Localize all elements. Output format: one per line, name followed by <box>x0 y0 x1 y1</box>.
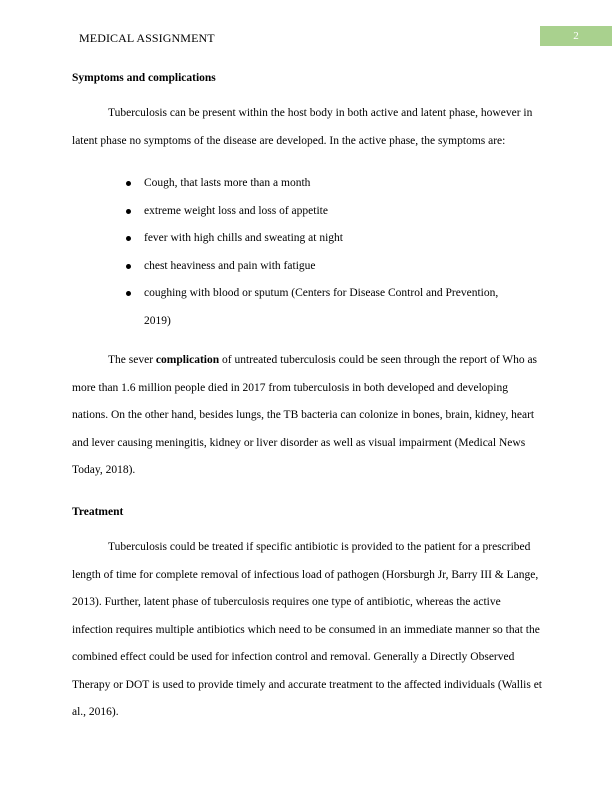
bullet-icon <box>126 236 131 241</box>
intro-text: Tuberculosis can be present within the host body in both active and latent phase, however in latent phase no symptoms of the disease are developed. In the active phase, the symptoms are: <box>72 107 533 147</box>
list-item-text: chest heaviness and pain with fatigue <box>144 259 316 272</box>
list-item <box>126 253 526 281</box>
list-item-text: extreme weight loss and loss of appetite <box>144 204 328 217</box>
complication-term: complication <box>155 354 220 366</box>
treatment-text: Tuberculosis could be treated if specific antibiotic is provided to the patient for a prescribed length of time for complete removal of infectious load of pathogen (Horsburgh Jr, Barry III & Lange, 2013). Further, latent phase of tuberculosis requires one type of antibiotic, whereas the active infection requires multiple antibiotics which need to be consumed in an immediate manner so that the combined effect could be used for infection control and removal. Generally a Directly Observed Therapy or DOT is used to provide timely and accurate treatment to the affected individuals (Wallis et al., 2016). <box>72 541 542 718</box>
complication-text-post: of untreated tuberculosis could be seen through the report of Who as more than 1.6 million people died in 2017 from tuberculosis in both developed and developing nations. On the other hand, besides lungs, the TB bacteria can colonize in bones, brain, kidney, heart and lever causing meningitis, kidney or liver disorder as well as visual impairment (Medical News Today, 2018). <box>72 354 538 476</box>
running-header: MEDICAL ASSIGNMENT <box>79 31 215 45</box>
complication-paragraph <box>72 347 542 485</box>
section-heading-treatment: Treatment <box>72 506 124 518</box>
list-item-text: fever with high chills and sweating at night <box>144 232 343 244</box>
page-number: 2 <box>540 26 612 46</box>
section-heading-symptoms: Symptoms and complications <box>72 72 216 84</box>
bullet-icon <box>126 291 131 296</box>
bullet-icon <box>126 209 131 214</box>
list-item <box>126 280 526 335</box>
list-item <box>126 170 526 198</box>
treatment-paragraph <box>72 534 542 727</box>
symptom-list <box>126 170 526 335</box>
list-item <box>126 198 526 226</box>
bullet-icon <box>126 181 131 186</box>
list-item-text: coughing with blood or sputum (Centers for Disease Control and Prevention, 2019) <box>144 287 499 327</box>
intro-paragraph <box>72 100 542 155</box>
complication-text-pre: The sever <box>108 354 156 366</box>
list-item-text: Cough, that lasts more than a month <box>144 177 311 189</box>
bullet-icon <box>126 264 131 269</box>
list-item <box>126 225 526 253</box>
